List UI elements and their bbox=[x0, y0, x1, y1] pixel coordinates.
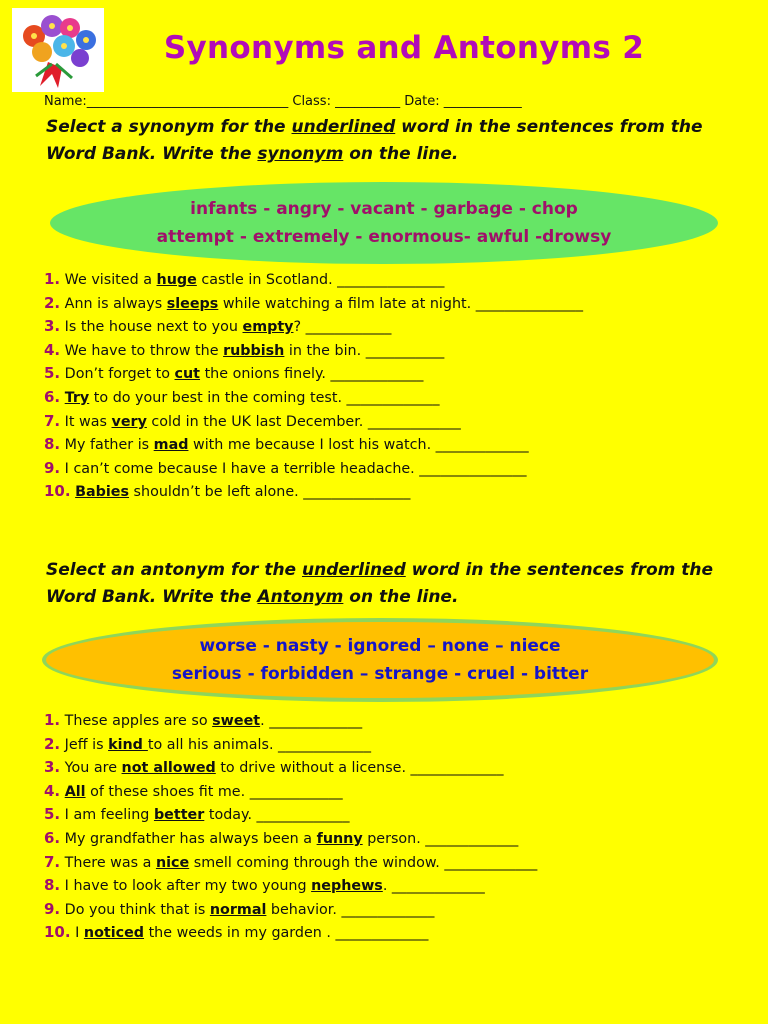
sentence-item bbox=[44, 315, 744, 339]
underlined-word: noticed bbox=[83, 925, 145, 942]
sentence-text: Don’t forget to bbox=[60, 366, 175, 383]
underlined-word: huge bbox=[156, 272, 197, 288]
sentence-text-with-blank: shouldn’t be left alone. _______________ bbox=[129, 484, 411, 501]
sentence-text-with-blank: in the bin. ___________ bbox=[284, 342, 445, 359]
item-number: 8. bbox=[44, 876, 61, 895]
sentence-text-with-blank: cold in the UK last December. _____________ bbox=[146, 413, 461, 430]
sentence-text: There was a bbox=[60, 854, 156, 871]
instruction-text: on the line. bbox=[343, 144, 459, 164]
underlined-word: rubbish bbox=[223, 342, 285, 359]
instruction-text: Select an antonym for the bbox=[46, 560, 302, 580]
sentence-text-with-blank: to drive without a license. _____________ bbox=[215, 760, 504, 777]
sentence-item bbox=[44, 827, 744, 851]
item-number: 6. bbox=[44, 828, 61, 847]
sentence-item bbox=[44, 457, 744, 481]
underlined-word: empty bbox=[242, 319, 294, 336]
sentence-text: Jeff is bbox=[60, 736, 109, 753]
sentence-text: I bbox=[70, 925, 84, 942]
sentence-text: I can’t come because I have a terrible headache. _______________ bbox=[60, 460, 527, 477]
underlined-word: nice bbox=[155, 854, 190, 871]
sentence-text: Ann is always bbox=[60, 295, 167, 312]
item-number: 4. bbox=[44, 781, 61, 800]
underlined-word: not allowed bbox=[121, 760, 216, 777]
sentence-item bbox=[44, 433, 744, 457]
underlined-word: Try bbox=[64, 389, 90, 406]
sentence-item bbox=[44, 898, 744, 922]
sentence-text-with-blank: the onions finely. _____________ bbox=[200, 366, 424, 383]
instruction-underlined: Antonym bbox=[257, 587, 344, 607]
underlined-word: mad bbox=[153, 437, 189, 454]
sentence-item bbox=[44, 803, 744, 827]
sentence-text: I have to look after my two young bbox=[60, 878, 312, 895]
sentence-text-with-blank: to all his animals. _____________ bbox=[147, 736, 371, 753]
sentence-text: You are bbox=[60, 760, 122, 777]
antonym-sentence-list bbox=[44, 709, 744, 945]
sentence-item bbox=[44, 268, 744, 292]
item-number: 3. bbox=[44, 317, 61, 336]
sentence-item bbox=[44, 780, 744, 804]
item-number: 9. bbox=[44, 899, 61, 918]
sentence-text: We have to throw the bbox=[60, 342, 224, 359]
sentence-text-with-blank: with me because I lost his watch. _____________ bbox=[188, 437, 529, 454]
sentence-item bbox=[44, 362, 744, 386]
underlined-word: sleeps bbox=[166, 295, 219, 312]
sentence-item bbox=[44, 709, 744, 733]
sentence-text: I am feeling bbox=[60, 807, 154, 824]
word-bank-line: attempt - extremely - enormous- awful -drowsy bbox=[156, 227, 612, 247]
antonym-word-bank bbox=[42, 618, 718, 702]
sentence-text-with-blank: ? ____________ bbox=[293, 319, 392, 336]
sentence-text-with-blank: while watching a film late at night. _______________ bbox=[218, 295, 583, 312]
sentence-item bbox=[44, 480, 744, 504]
sentence-text: My grandfather has always been a bbox=[60, 830, 317, 847]
item-number: 2. bbox=[44, 293, 61, 312]
underlined-word: very bbox=[111, 413, 147, 430]
underlined-word: better bbox=[153, 807, 205, 824]
sentence-item bbox=[44, 386, 744, 410]
sentence-text-with-blank: behavior. _____________ bbox=[266, 901, 435, 918]
sentence-text-with-blank: person. _____________ bbox=[362, 830, 519, 847]
sentence-item bbox=[44, 339, 744, 363]
underlined-word: kind bbox=[108, 736, 148, 753]
sentence-item bbox=[44, 851, 744, 875]
item-number: 5. bbox=[44, 805, 61, 824]
sentence-text: Do you think that is bbox=[60, 901, 210, 918]
sentence-item bbox=[44, 410, 744, 434]
item-number: 10. bbox=[44, 923, 71, 942]
synonym-sentence-list bbox=[44, 268, 744, 504]
item-number: 6. bbox=[44, 387, 61, 406]
instruction-underlined: synonym bbox=[257, 144, 344, 164]
item-number: 5. bbox=[44, 364, 61, 383]
item-number: 9. bbox=[44, 458, 61, 477]
underlined-word: Babies bbox=[75, 484, 130, 501]
underlined-word: sweet bbox=[212, 713, 261, 729]
sentence-item bbox=[44, 292, 744, 316]
sentence-text-with-blank: castle in Scotland. _______________ bbox=[196, 272, 445, 288]
word-bank-line: worse - nasty - ignored – none – niece bbox=[199, 636, 561, 656]
sentence-text-with-blank: to do your best in the coming test. _____________ bbox=[89, 389, 440, 406]
item-number: 10. bbox=[44, 482, 71, 501]
sentence-text: These apples are so bbox=[60, 713, 213, 729]
sentence-text-with-blank: smell coming through the window. _____________ bbox=[189, 854, 538, 871]
sentence-item bbox=[44, 756, 744, 780]
name-class-date-line: Name:_______________________________ Class: __________ Date: ____________ bbox=[44, 94, 522, 109]
word-bank-line: infants - angry - vacant - garbage - chop bbox=[190, 199, 578, 219]
underlined-word: nephews bbox=[311, 878, 383, 895]
sentence-text-with-blank: the weeds in my garden . _____________ bbox=[144, 925, 429, 942]
item-number: 7. bbox=[44, 411, 61, 430]
sentence-text: It was bbox=[60, 413, 112, 430]
underlined-word: All bbox=[64, 783, 86, 800]
sentence-text: We visited a bbox=[60, 272, 157, 288]
sentence-text-with-blank: . _____________ bbox=[382, 878, 485, 895]
page-title: Synonyms and Antonyms 2 bbox=[163, 30, 645, 66]
item-number: 2. bbox=[44, 734, 61, 753]
underlined-word: funny bbox=[316, 830, 363, 847]
underlined-word: cut bbox=[174, 366, 201, 383]
sentence-text: Is the house next to you bbox=[60, 319, 243, 336]
sentence-text-with-blank: of these shoes fit me. _____________ bbox=[85, 783, 343, 800]
synonym-word-bank bbox=[50, 182, 718, 264]
underlined-word: normal bbox=[209, 901, 267, 918]
instruction-text: on the line. bbox=[343, 587, 459, 607]
instruction-text: word in the sentences from the Word Bank. Write the bbox=[46, 117, 703, 164]
instruction-underlined: underlined bbox=[291, 117, 396, 137]
instruction-text: Select a synonym for the bbox=[46, 117, 292, 137]
item-number: 8. bbox=[44, 435, 61, 454]
item-number: 3. bbox=[44, 758, 61, 777]
item-number: 4. bbox=[44, 340, 61, 359]
sentence-item bbox=[44, 733, 744, 757]
synonym-instruction bbox=[46, 114, 736, 168]
item-number: 7. bbox=[44, 852, 61, 871]
instruction-text: word in the sentences from the Word Bank. Write the bbox=[46, 560, 714, 607]
sentence-item bbox=[44, 921, 744, 945]
sentence-text-with-blank: . _____________ bbox=[260, 713, 363, 729]
antonym-instruction bbox=[46, 557, 736, 611]
sentence-text: My father is bbox=[60, 437, 154, 454]
item-number: 1. bbox=[44, 711, 61, 729]
sentence-text-with-blank: today. _____________ bbox=[204, 807, 350, 824]
item-number: 1. bbox=[44, 270, 61, 288]
instruction-underlined: underlined bbox=[302, 560, 406, 580]
word-bank-line: serious - forbidden – strange - cruel - bitter bbox=[171, 664, 589, 684]
sentence-item bbox=[44, 874, 744, 898]
